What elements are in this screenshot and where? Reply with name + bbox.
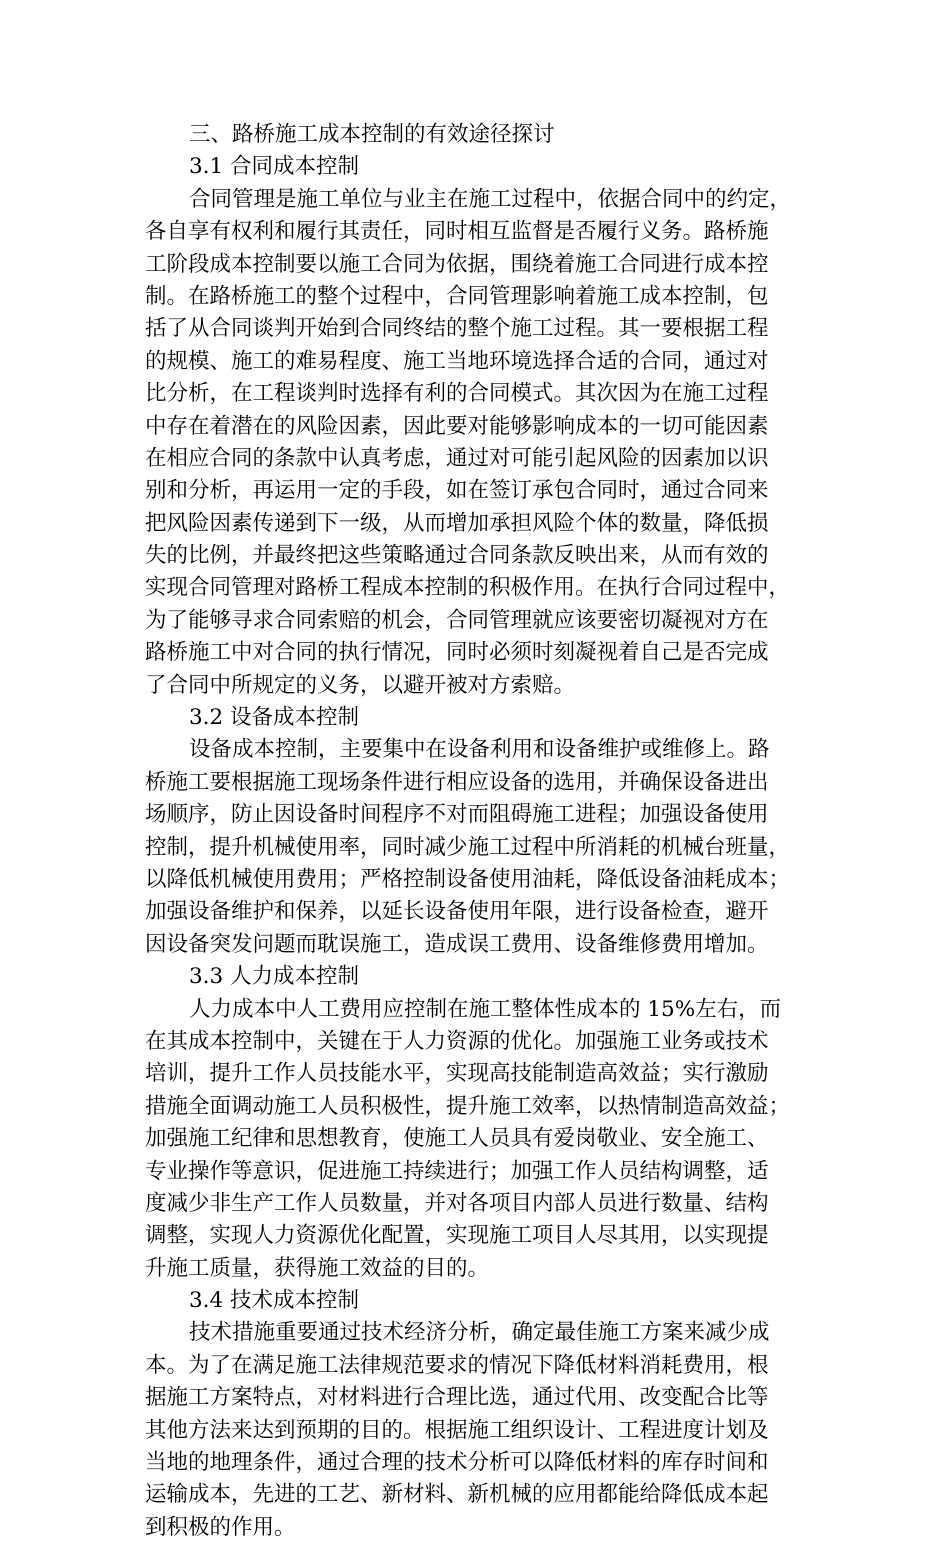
body-text-line: 专业操作等意识，促进施工持续进行；加强工作人员结构调整，适 [145,1158,769,1184]
body-text-line: 加强设备维护和保养，以延长设备使用年限，进行设备检查，避开 [145,899,769,925]
body-text-line: 控制，提升机械使用率，同时减少施工过程中所消耗的机械台班量， [145,834,791,860]
body-text-line: 升施工质量，获得施工效益的目的。 [145,1255,490,1281]
body-text-line: 了合同中所规定的义务，以避开被对方索赔。 [145,672,576,698]
body-text-line: 把风险因素传递到下一级，从而增加承担风险个体的数量，降低损 [145,510,769,536]
body-text-line: 别和分析，再运用一定的手段，如在签订承包合同时，通过合同来 [145,478,769,504]
body-text-line: 的规模、施工的难易程度、施工当地环境选择合适的合同，通过对 [145,348,769,374]
section-heading: 三、路桥施工成本控制的有效途径探讨 [189,122,555,147]
body-text-line: 培训，提升工作人员技能水平，实现高技能制造高效益；实行激励 [145,1061,769,1087]
body-text-line: 合同管理是施工单位与业主在施工过程中，依据合同中的约定， [189,186,792,212]
document-body [145,119,805,1544]
body-text-line: 路桥施工中对合同的执行情况，同时必须时刻凝视着自己是否完成 [145,640,769,666]
subsection-heading: 3.1 合同成本控制 [189,154,360,180]
body-text-line: 本。为了在满足施工法律规范要求的情况下降低材料消耗费用，根 [145,1352,769,1378]
body-text-line: 桥施工要根据施工现场条件进行相应设备的选用，并确保设备进出 [145,769,769,795]
body-text-line: 当地的地理条件，通过合理的技术分析可以降低材料的库存时间和 [145,1450,769,1476]
subsection-heading: 3.3 人力成本控制 [189,964,360,990]
body-text-line: 到积极的作用。 [145,1514,296,1540]
body-text-line: 因设备突发问题而耽误施工，造成误工费用、设备维修费用增加。 [145,931,769,957]
body-text-line: 以降低机械使用费用；严格控制设备使用油耗，降低设备油耗成本； [145,866,791,892]
body-text-line: 在相应合同的条款中认真考虑，通过对可能引起风险的因素加以识 [145,445,769,471]
subsection-heading: 3.4 技术成本控制 [189,1288,360,1314]
body-text-line: 措施全面调动施工人员积极性，提升施工效率，以热情制造高效益； [145,1093,791,1119]
body-text-line: 为了能够寻求合同索赔的机会，合同管理就应该要密切凝视对方在 [145,607,769,633]
body-text-line: 括了从合同谈判开始到合同终结的整个施工过程。其一要根据工程 [145,316,769,342]
body-text-line: 中存在着潜在的风险因素，因此要对能够影响成本的一切可能因素 [145,413,769,439]
body-text-line: 在其成本控制中，关键在于人力资源的优化。加强施工业务或技术 [145,1028,769,1054]
body-text-line: 运输成本，先进的工艺、新材料、新机械的应用都能给降低成本起 [145,1482,769,1508]
body-text-line: 实现合同管理对路桥工程成本控制的积极作用。在执行合同过程中， [145,575,791,601]
body-text-line: 人力成本中人工费用应控制在施工整体性成本的 15%左右，而 [189,996,782,1022]
body-text-line: 度减少非生产工作人员数量，并对各项目内部人员进行数量、结构 [145,1190,769,1216]
body-text-line: 加强施工纪律和思想教育，使施工人员具有爱岗敬业、安全施工、 [145,1126,769,1152]
body-text-line: 各自享有权利和履行其责任，同时相互监督是否履行义务。路桥施 [145,219,769,245]
subsection-heading: 3.2 设备成本控制 [189,705,360,731]
body-text-line: 比分析，在工程谈判时选择有利的合同模式。其次因为在施工过程 [145,381,769,407]
body-text-line: 场顺序，防止因设备时间程序不对而阻碍施工进程；加强设备使用 [145,802,769,828]
body-text-line: 设备成本控制，主要集中在设备利用和设备维护或维修上。路 [189,737,770,763]
body-text-line: 制。在路桥施工的整个过程中，合同管理影响着施工成本控制，包 [145,283,769,309]
body-text-line: 工阶段成本控制要以施工合同为依据，围绕着施工合同进行成本控 [145,251,769,277]
body-text-line: 失的比例，并最终把这些策略通过合同条款反映出来，从而有效的 [145,543,769,569]
body-text-line: 其他方法来达到预期的目的。根据施工组织设计、工程进度计划及 [145,1417,769,1443]
body-text-line: 技术措施重要通过技术经济分析，确定最佳施工方案来减少成 [189,1320,770,1346]
body-text-line: 据施工方案特点，对材料进行合理比选，通过代用、改变配合比等 [145,1385,769,1411]
body-text-line: 调整，实现人力资源优化配置，实现施工项目人尽其用，以实现提 [145,1223,769,1249]
